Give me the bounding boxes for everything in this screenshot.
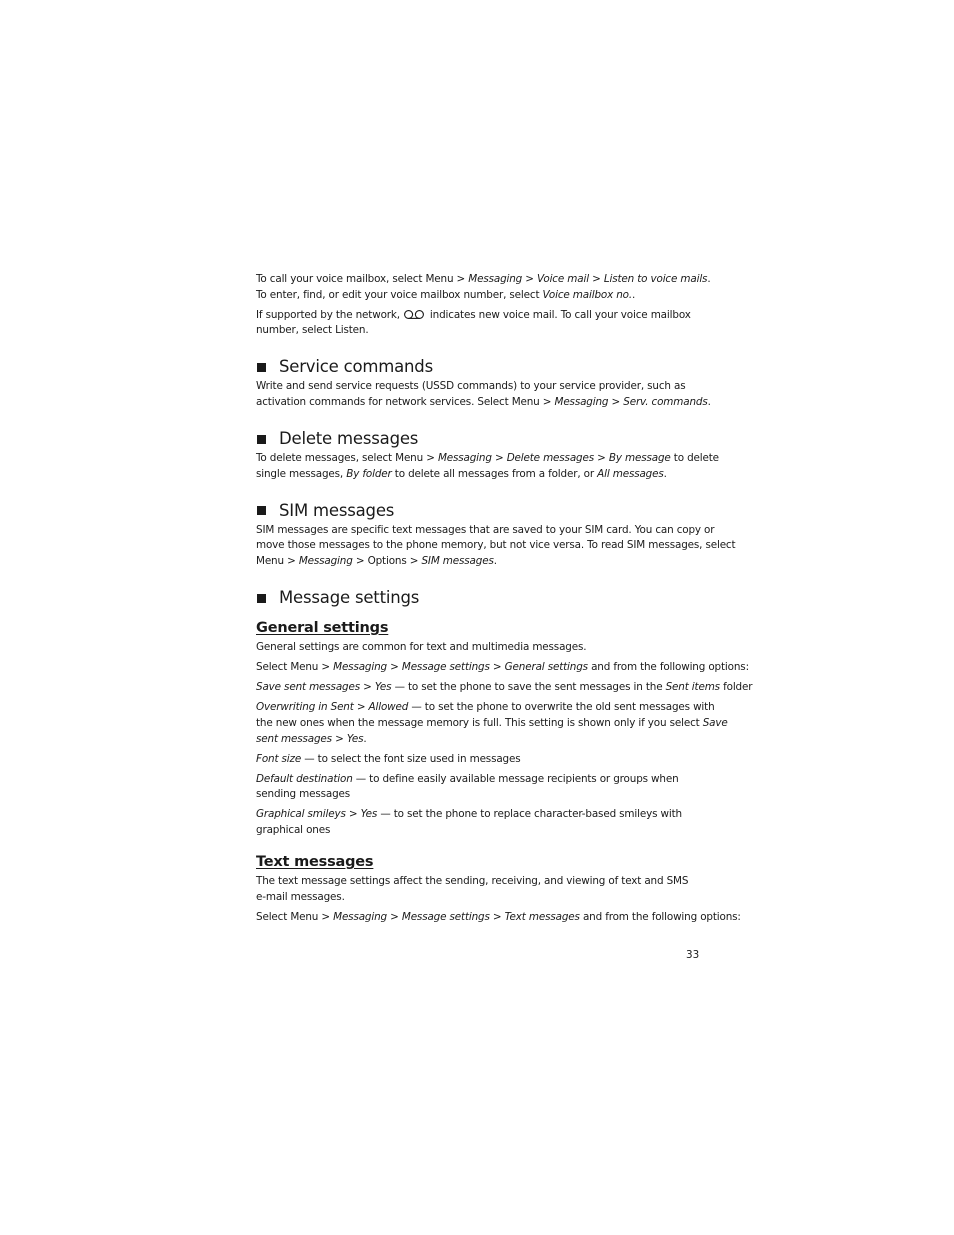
- voicemail-icon: [404, 310, 424, 319]
- general-select-path: Select Menu > Messaging > Message settings > General settings and from the following options:: [256, 661, 749, 674]
- option-save-sent-messages: Save sent messages > Yes — to set the phone to save the sent messages in the Sent items folder: [256, 681, 753, 694]
- voicemail-line-4: number, select Listen.: [256, 324, 369, 337]
- service-commands-paragraph: Write and send service requests (USSD commands) to your service provider, such as activation commands for network services. Select Menu > Messaging > Serv. commands.: [256, 380, 711, 408]
- heading-sim-messages: SIM messages: [256, 501, 700, 521]
- voicemail-paragraph: [256, 272, 711, 303]
- text-messages-intro: The text message settings affect the sending, receiving, and viewing of text and SMS e-mail messages.: [256, 875, 689, 903]
- voicemail-indicator-paragraph: [256, 308, 700, 339]
- section-bullet-icon: [257, 435, 266, 444]
- heading-delete-messages: Delete messages: [256, 429, 700, 449]
- option-font-size: Font size — to select the font size used in messages: [256, 752, 521, 765]
- voicemail-line-3: If supported by the network, indicates new voice mail. To call your voice mailbox: [256, 308, 691, 321]
- sim-messages-paragraph: SIM messages are specific text messages that are saved to your SIM card. You can copy or move those messages to the phone memory, but not vice versa. To read SIM messages, select Menu > Messaging > Options > SIM messages.: [256, 523, 736, 567]
- delete-messages-paragraph: To delete messages, select Menu > Messaging > Delete messages > By message to delete single messages, By folder to delete all messages from a folder, or All messages.: [256, 452, 719, 480]
- section-bullet-icon: [257, 594, 266, 603]
- heading-service-commands: Service commands: [256, 357, 700, 377]
- text-select-path: Select Menu > Messaging > Message settings > Text messages and from the following options:: [256, 910, 741, 923]
- section-bullet-icon: [257, 506, 266, 515]
- option-graphical-smileys: Graphical smileys > Yes — to set the phone to replace character-based smileys with graphical ones: [256, 808, 682, 836]
- option-default-destination: Default destination — to define easily available message recipients or groups when sending messages: [256, 772, 679, 801]
- section-bullet-icon: [257, 363, 266, 372]
- heading-message-settings: Message settings: [256, 588, 700, 608]
- page-number: 33: [686, 949, 700, 961]
- menu-ref: Menu: [425, 273, 454, 285]
- heading-text-messages: Text messages: [256, 854, 374, 871]
- voicemail-line-1: To call your voice mailbox, select Menu > Messaging > Voice mail > Listen to voice mails.: [256, 273, 711, 285]
- option-overwriting-in-sent: Overwriting in Sent > Allowed — to set the phone to overwrite the old sent messages with the new ones when the message memory is full. This setting is shown only if you select Save sent messages > Yes.: [256, 701, 728, 745]
- heading-general-settings: General settings: [256, 620, 389, 637]
- page-content: [256, 272, 753, 930]
- voicemail-line-2: To enter, find, or edit your voice mailbox number, select Voice mailbox no..: [256, 288, 636, 301]
- general-intro: General settings are common for text and multimedia messages.: [256, 641, 587, 654]
